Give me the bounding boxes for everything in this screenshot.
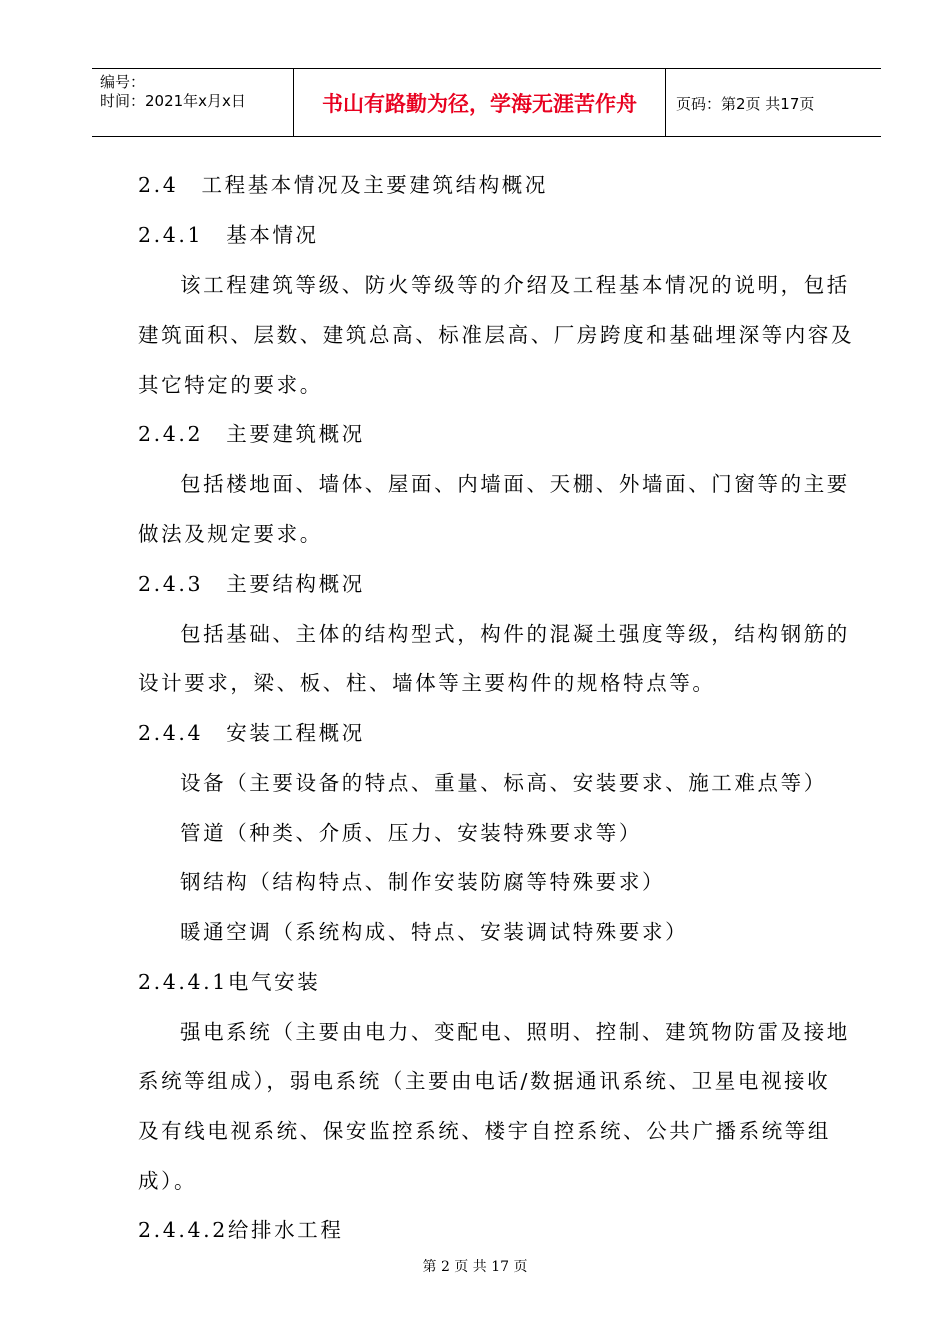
header-page-info: 页码：第2页 共17页 — [676, 95, 815, 113]
section-heading-2-4-4-2: 2.4.4.2给排水工程 — [138, 1218, 344, 1242]
section-heading-2-4-3: 2.4.3 主要结构概况 — [138, 572, 365, 596]
section-heading-2-4: 2.4 工程基本情况及主要建筑结构概况 — [138, 173, 549, 197]
paragraph-line: 强电系统（主要由电力、变配电、照明、控制、建筑物防雷及接地 — [180, 1020, 850, 1044]
section-heading-2-4-2: 2.4.2 主要建筑概况 — [138, 422, 365, 446]
header-page-cell — [666, 69, 881, 136]
header-info-cell — [92, 69, 294, 136]
list-item-hvac: 暖通空调（系统构成、特点、安装调试特殊要求） — [180, 920, 689, 944]
section-heading-2-4-4: 2.4.4 安装工程概况 — [138, 721, 365, 745]
document-code-label: 编号： — [100, 73, 146, 91]
section-heading-2-4-1: 2.4.1 基本情况 — [138, 223, 319, 247]
list-item-equipment: 设备（主要设备的特点、重量、标高、安装要求、施工难点等） — [180, 771, 827, 795]
page-header — [92, 68, 881, 137]
header-motto-cell — [294, 69, 666, 136]
header-motto: 书山有路勤为径，学海无涯苦作舟 — [322, 92, 637, 116]
section-heading-2-4-4-1: 2.4.4.1电气安装 — [138, 970, 321, 994]
page-footer: 第 2 页 共 17 页 — [422, 1259, 528, 1275]
paragraph-line: 包括楼地面、墙体、屋面、内墙面、天棚、外墙面、门窗等的主要 — [180, 472, 850, 496]
paragraph-line: 及有线电视系统、保安监控系统、楼宇自控系统、公共广播系统等组 — [138, 1119, 831, 1143]
paragraph-line: 建筑面积、层数、建筑总高、标准层高、厂房跨度和基础埋深等内容及 — [138, 323, 855, 347]
paragraph-line: 做法及规定要求。 — [138, 522, 323, 546]
list-item-pipe: 管道（种类、介质、压力、安装特殊要求等） — [180, 821, 642, 845]
document-time-label: 时间：2021年x月x日 — [100, 92, 246, 110]
list-item-steel: 钢结构（结构特点、制作安装防腐等特殊要求） — [180, 870, 666, 894]
paragraph-line: 设计要求，梁、板、柱、墙体等主要构件的规格特点等。 — [138, 671, 716, 695]
paragraph-line: 系统等组成），弱电系统（主要由电话/数据通讯系统、卫星电视接收 — [138, 1069, 831, 1093]
paragraph-line: 包括基础、主体的结构型式，构件的混凝土强度等级，结构钢筋的 — [180, 622, 850, 646]
paragraph-line: 成）。 — [138, 1169, 198, 1193]
paragraph-line: 该工程建筑等级、防火等级等的介绍及工程基本情况的说明，包括 — [180, 273, 850, 297]
paragraph-line: 其它特定的要求。 — [138, 373, 323, 397]
